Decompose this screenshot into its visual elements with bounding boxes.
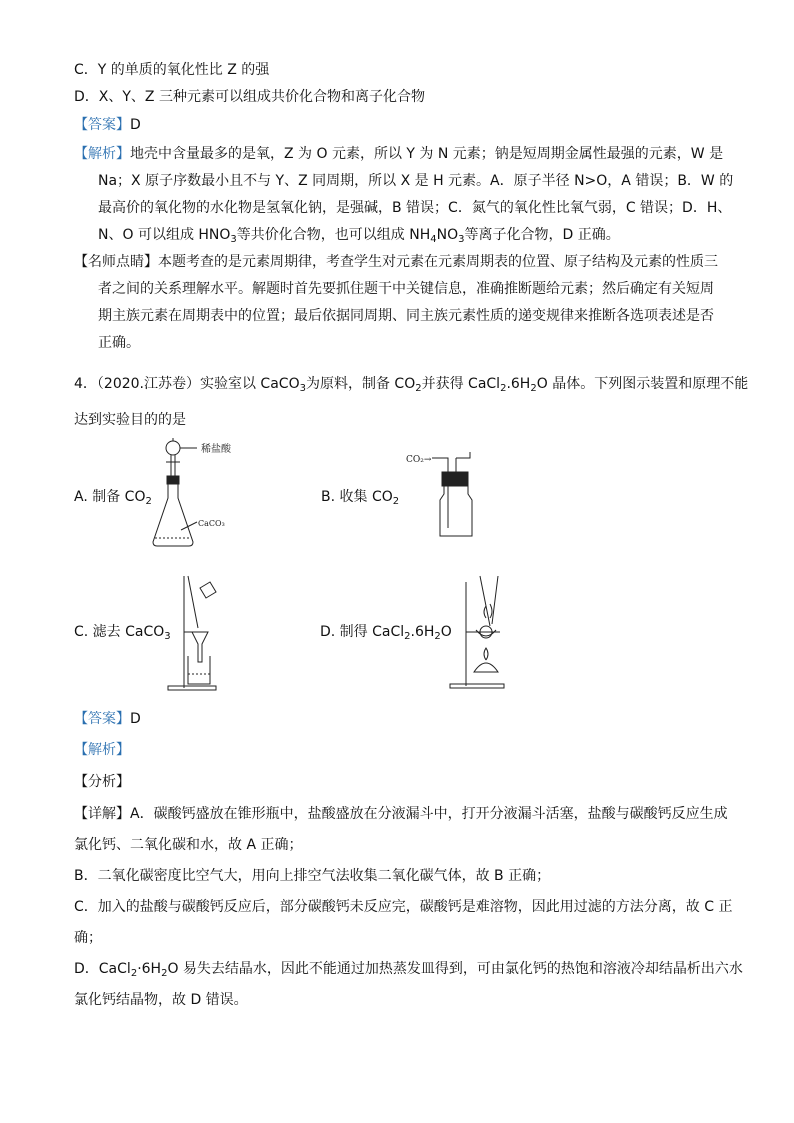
comment-line-2: 者之间的关系理解水平。解题时首先要抓住题干中关键信息，准确推断题给元素；然后确定有关短周 <box>98 281 714 297</box>
q4-stem-line-1: 4．（2020.江苏卷）实验室以 CaCO$_3$为原料，制备 $CO_2$并获得 $CaCl_2.6H_2O$ 晶体。下列图示装置和原理不能 <box>74 376 749 394</box>
analysis-line-1 <box>74 144 723 164</box>
q4-detail-line-7: 氯化钙结晶物，故 D 错误。 <box>74 992 248 1008</box>
q4-detail-line-1: 【详解】A．碳酸钙盛放在锥形瓶中，盐酸盛放在分液漏斗中，打开分液漏斗活塞，盐酸与碳酸钙反应生成 <box>74 806 728 822</box>
co2-label: CO₂→ <box>406 455 432 465</box>
comment-line-1: 【名师点睛】本题考查的是元素周期律，考查学生对元素在元素周期表的位置、原子结构及元素的性质三 <box>74 254 718 270</box>
q4-answer-line: 【答案】D <box>74 711 141 727</box>
answer-tag: 【答案】 <box>74 117 130 133</box>
comment-line-3: 期主族元素在周期表中的位置；最后依据同周期、同主族元素性质的递变规律来推断各选项表述是否 <box>98 308 714 324</box>
q4-detail-line-5: 确； <box>74 930 102 946</box>
analysis-line-4: N、O 可以组成 $HNO_3$等共价化合物，也可以组成 $NH_4NO_3$等离子化合物，D 正确。 <box>98 227 620 245</box>
answer-line <box>74 115 141 135</box>
comment-line-4: 正确。 <box>98 335 140 351</box>
q4-option-a-label: A. 制备 $CO_2$ <box>74 489 152 507</box>
option-c: C．Y 的单质的氧化性比 Z 的强 <box>74 62 270 78</box>
answer-value: D <box>130 117 141 133</box>
q4-stem-line-2: 达到实验目的的是 <box>74 412 186 428</box>
q4-option-d-label: D. 制得 $CaCl_2.6H_2O$ <box>320 624 452 642</box>
analysis-line-3: 最高价的氧化物的水化物是氢氧化钠，是强碱，B 错误；C．氮气的氧化性比氧气弱，C 错误；D．H、 <box>98 200 732 216</box>
q4-detail-line-4: C．加入的盐酸与碳酸钙反应后，部分碳酸钙未反应完，碳酸钙是难溶物，因此用过滤的方法分离，故 C 正 <box>74 899 733 915</box>
q4-option-c-label: C. 滤去 CaCO$_3$ <box>74 624 171 642</box>
q4-fenxi-tag: 【分析】 <box>74 774 130 790</box>
q4-detail-line-6: D．$CaCl_2\cdot 6H_2O$ 易失去结晶水，因此不能通过加热蒸发皿得到，可由氯化钙的热饱和溶液冷却结晶析出六水 <box>74 961 743 979</box>
analysis-line-2: Na；X 原子序数最小且不与 Y、Z 同周期，所以 X 是 H 元素。A．原子半径 N>O，A 错误；B．W 的 <box>98 173 734 189</box>
evaporation-apparatus-icon <box>446 574 516 692</box>
q4-detail-line-2: 氯化钙、二氧化碳和水，故 A 正确； <box>74 837 303 853</box>
analysis-text: 地壳中含量最多的是氧，Z 为 O 元素，所以 Y 为 N 元素；钠是短周期金属性最强的元素，W 是 <box>130 146 724 162</box>
flask-with-funnel-icon <box>145 438 235 550</box>
analysis-tag: 【解析】 <box>74 146 130 162</box>
comment-tag: 【名师点睛】 <box>74 254 158 270</box>
caco3-label: CaCO₃ <box>198 519 225 528</box>
q4-detail-line-3: B．二氧化碳密度比空气大，用向上排空气法收集二氧化碳气体，故 B 正确； <box>74 868 551 884</box>
q4-analysis-tag: 【解析】 <box>74 742 130 758</box>
acid-label: 稀盐酸 <box>201 444 231 455</box>
filtration-apparatus-icon <box>164 574 234 694</box>
gas-bottle-icon <box>404 448 486 542</box>
q4-option-b-label: B. 收集 $CO_2$ <box>321 489 400 507</box>
option-d: D．X、Y、Z 三种元素可以组成共价化合物和离子化合物 <box>74 89 425 105</box>
